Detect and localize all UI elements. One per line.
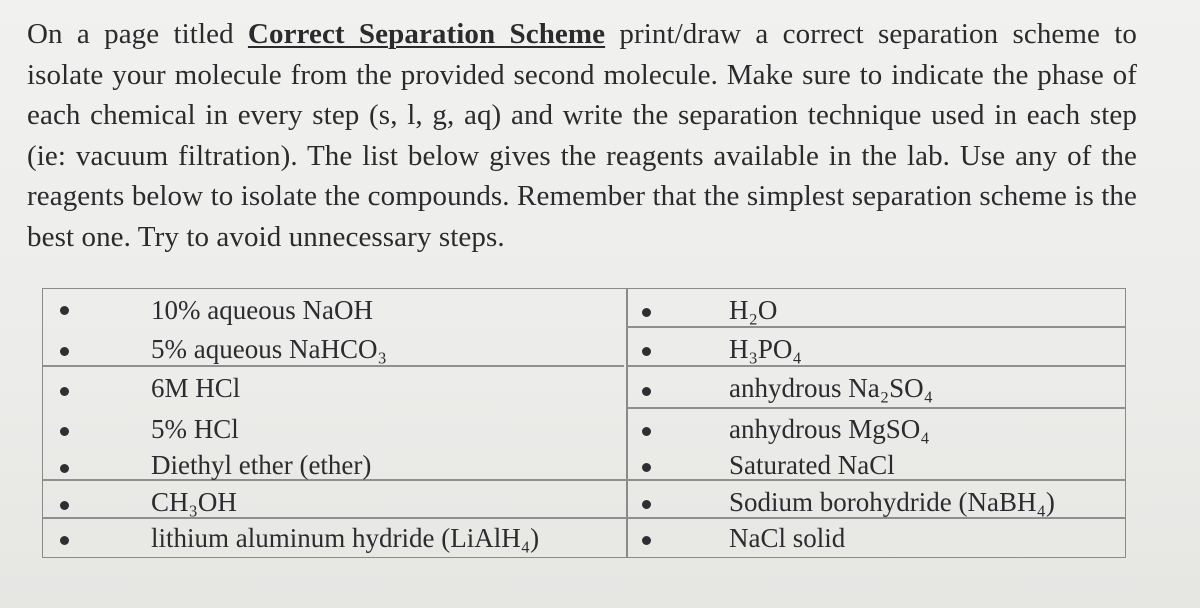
bullet-icon [642, 463, 651, 472]
bullet-icon [60, 464, 69, 473]
table-row [43, 446, 1125, 484]
bullet-icon [60, 427, 69, 436]
reagent-right: anhydrous MgSO₄ [729, 414, 930, 444]
reagents-table [42, 288, 1126, 558]
reagent-left: CH₃OH [151, 487, 237, 517]
reagent-left: 5% HCl [151, 414, 239, 444]
bullet-icon [60, 536, 69, 545]
reagent-left: 6M HCl [151, 373, 241, 403]
reagent-right: Saturated NaCl [729, 450, 895, 480]
reagent-left: Diethyl ether (ether) [151, 450, 372, 480]
reagent-right: Sodium borohydride (NaBH₄) [729, 487, 1055, 517]
table-row [43, 519, 1125, 557]
reagent-right: H₂O [729, 295, 778, 325]
instructions-paragraph [27, 14, 1137, 258]
reagent-left: lithium aluminum hydride (LiAlH₄) [151, 523, 540, 553]
bullet-icon [642, 387, 651, 396]
bullet-icon [642, 347, 651, 356]
reagent-left: 5% aqueous NaHCO₃ [151, 334, 387, 364]
bullet-icon [642, 427, 651, 436]
bullet-icon [60, 347, 69, 356]
bullet-icon [60, 306, 69, 315]
reagent-right: NaCl solid [729, 523, 846, 553]
table-row [43, 483, 1125, 521]
table-row [43, 410, 1125, 448]
page-title-reference: Correct Separation Scheme [247, 18, 606, 50]
reagent-left: 10% aqueous NaOH [151, 295, 373, 325]
bullet-icon [60, 501, 69, 510]
bullet-icon [642, 536, 651, 545]
instructions-body-text: print/draw a correct separation scheme to isolate your molecule from the provided second molecule. Make sure to indicate the phase of each chemical in every step (s, l, g, aq) and write the separation technique used in each step (ie: vacuum filtration). The list below gives the reagents available in the lab. Use any of the reagents below to isolate the compounds. Remember that the simplest separation scheme is the best one. Try to avoid unnecessary steps. [27, 18, 1138, 253]
table-row [43, 369, 1125, 407]
bullet-icon [60, 387, 69, 396]
reagent-right: H₃PO₄ [729, 334, 802, 364]
instructions-lead-text: On a page titled [27, 18, 248, 50]
table-row [43, 291, 1125, 329]
table-row [43, 330, 1125, 368]
row-divider [626, 407, 1125, 409]
reagent-right: anhydrous Na₂SO₄ [729, 373, 934, 403]
bullet-icon [642, 308, 651, 317]
bullet-icon [642, 500, 651, 509]
